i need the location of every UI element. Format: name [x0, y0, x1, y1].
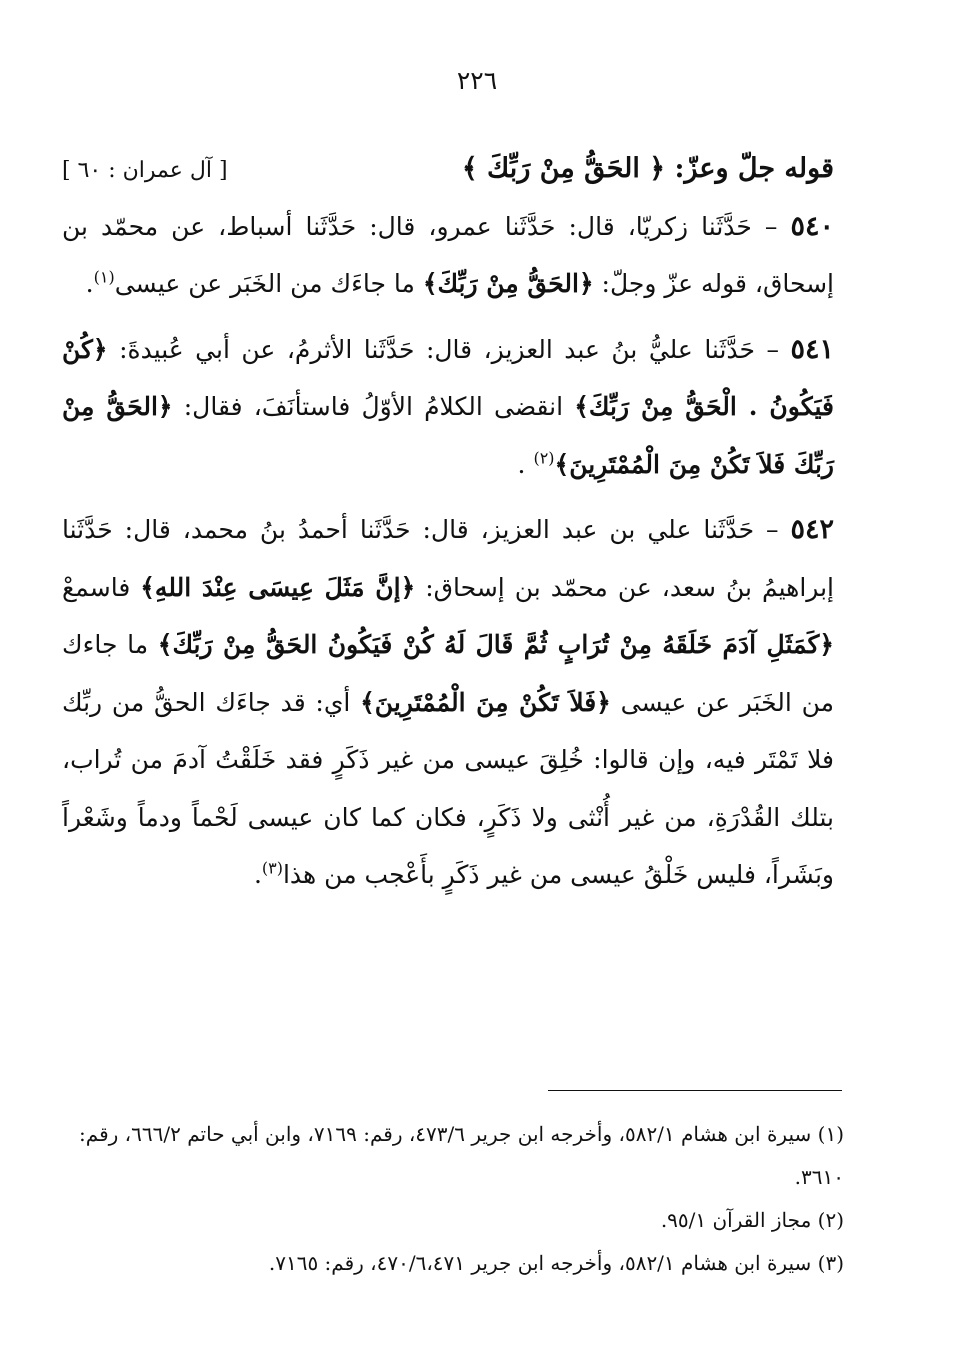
verse-heading [62, 140, 834, 198]
paragraph-540: ٥٤٠ – حَدَّثَنا زكريّا، قال: حَدَّثَنا عمرو، قال: حَدَّثَنا أسباط، عن محمّد بن إسحاق، قوله عزّ وجلّ: ﴿الحَقُّ مِنْ رَبِّكَ﴾ ما جاءَك من الخَبَر عن عيسى$^{(١)}$. [62, 210, 834, 298]
verse-reference: [ آل عمران : ٦٠ ] [62, 158, 228, 183]
main-text [62, 140, 834, 912]
quran-quote: ﴿إنَّ مَثَلَ عِيسَى عِنْدَ اللهِ﴾ [140, 572, 416, 602]
footnote-reference: (٣) [261, 858, 283, 878]
quran-quote: ﴿كَمَثَلِ آدَمَ خَلَقَهُ مِنْ تُرَابٍ ثُمَّ قَالَ لَهُ كُنْ فَيَكُونُ الحَقُّ مِنْ رَبِّكَ﴾ [157, 630, 834, 659]
paragraph-number: ٥٤٢ [790, 514, 834, 545]
verse-heading-prefix: قوله جلّ وعزّ: [665, 153, 834, 184]
quran-quote: ﴿الحَقُّ مِنْ رَبِّكَ فَلاَ تَكُنْ مِنَ الْمُمْتَرِينَ﴾ [62, 392, 834, 479]
paragraph-number: ٥٤٠ [790, 210, 834, 242]
page-number: ٢٢٦ [456, 66, 498, 95]
paragraph-541: ٥٤١ – حَدَّثَنا عليُّ بنُ عبد العزيز، قال: حَدَّثَنا الأثرمُ، عن أبي عُبيدةَ: ﴿كُنْ فَيَكُونُ . الْحَقُّ مِنْ رَبِّكَ﴾ انقضى الكلامُ الأوّلُ فاستأنَفَ، فقال: ﴿الحَقُّ مِنْ رَبِّكَ فَلاَ تَكُنْ مِنَ الْمُمْتَرِينَ﴾$^{(٢)}$ . [62, 333, 834, 479]
footnote-1: (١) سيرة ابن هشام ٥٨٢/١، وأخرجه ابن جرير ٤٧٣/٦، رقم: ٧١٦٩، وابن أبي حاتم ٦٦٦/٢، رقم: ٣٦١٠. [79, 1122, 844, 1189]
paragraph-tail: . [85, 269, 94, 298]
paragraph-text: حَدَّثَنا علي بن عبد العزيز، قال: حَدَّثَنا أحمدُ بنُ محمد، قال: حَدَّثَنا إبراهيمُ بنُ سعد، عن محمّد بن إسحاق: [62, 515, 834, 602]
paragraph-text: حَدَّثَنا عليُّ بنُ عبد العزيز، قال: حَدَّثَنا الأثرمُ، عن أبي عُبيدةَ: [107, 334, 756, 364]
footnote-reference: (١) [93, 267, 115, 287]
footnotes [72, 1113, 844, 1285]
quran-quote: ﴿فَلاَ تَكُنْ مِنَ الْمُمْتَرِينَ﴾ [360, 687, 611, 717]
paragraph-text: انقضى الكلامُ الأوّلُ فاستأنَفَ، فقال: [172, 392, 575, 421]
footnote-2: (٢) مجاز القرآن ٩٥/١. [660, 1208, 844, 1232]
quran-quote: ﴿الحَقُّ مِنْ رَبِّكَ﴾ [422, 269, 594, 298]
footnote-divider [548, 1090, 842, 1091]
paragraph-text: ما جاءك من الخَبَر عن عيسى [62, 630, 834, 717]
paragraph-text: أي: قد جاءَك الحقُّ من ربِّك فلا تَمْتَر فيه، وإن قالوا: خُلِقَ عيسى من غير ذَكَرٍ فقد خَلَقْتُ آدمَ من تُراب، بتلك القُدْرَةِ، من غير أُنْثى ولا ذَكَرٍ، فكان كما كان عيسى لَحْماً ودماً وشَعْراً وبَشَراً، فليس خَلْقُ عيسى من غير ذَكَرٍ بأَعْجب من هذا [62, 687, 834, 889]
paragraph-text: حَدَّثَنا زكريّا، قال: حَدَّثَنا عمرو، قال: حَدَّثَنا أسباط، عن محمّد بن إسحاق، قوله عزّ وجلّ: [62, 211, 834, 298]
paragraph-text: فاسمعْ [62, 572, 141, 602]
paragraph-tail: . [517, 449, 534, 479]
paragraph-text: ما جاءَك من الخَبَر عن عيسى [114, 269, 423, 298]
paragraph-tail: . [253, 860, 262, 889]
footnote-reference: (٢) [533, 448, 555, 468]
paragraph-number: ٥٤١ [790, 333, 834, 365]
paragraph-542: ٥٤٢ – حَدَّثَنا علي بن عبد العزيز، قال: حَدَّثَنا أحمدُ بنُ محمد، قال: حَدَّثَنا إبراهيمُ بنُ سعد، عن محمّد بن إسحاق: ﴿إنَّ مَثَلَ عِيسَى عِنْدَ اللهِ﴾ فاسمعْ ﴿كَمَثَلِ آدَمَ خَلَقَهُ مِنْ تُرَابٍ ثُمَّ قَالَ لَهُ كُنْ فَيَكُونُ الحَقُّ مِنْ رَبِّكَ﴾ ما جاءك من الخَبَر عن عيسى ﴿فَلاَ تَكُنْ مِنَ الْمُمْتَرِينَ﴾ أي: قد جاءَك الحقُّ من ربِّك فلا تَمْتَر فيه، وإن قالوا: خُلِقَ عيسى من غير ذَكَرٍ فقد خَلَقْتُ آدمَ من تُراب، بتلك القُدْرَةِ، من غير أُنْثى ولا ذَكَرٍ، فكان كما كان عيسى لَحْماً ودماً وشَعْراً وبَشَراً، فليس خَلْقُ عيسى من غير ذَكَرٍ بأَعْجب من هذا$^{(٣)}$. [62, 514, 834, 889]
quran-quote: ﴿كُنْ فَيَكُونُ . الْحَقُّ مِنْ رَبِّكَ﴾ [62, 334, 834, 421]
footnote-3: (٣) سيرة ابن هشام ٥٨٢/١، وأخرجه ابن جرير ٤٧٠/٦،٤٧١، رقم: ٧١٦٥. [268, 1251, 844, 1275]
verse-heading-quran: ﴿ الحَقُّ مِنْ رَبِّكَ ﴾ [461, 153, 666, 184]
verse-heading-text [462, 140, 834, 198]
